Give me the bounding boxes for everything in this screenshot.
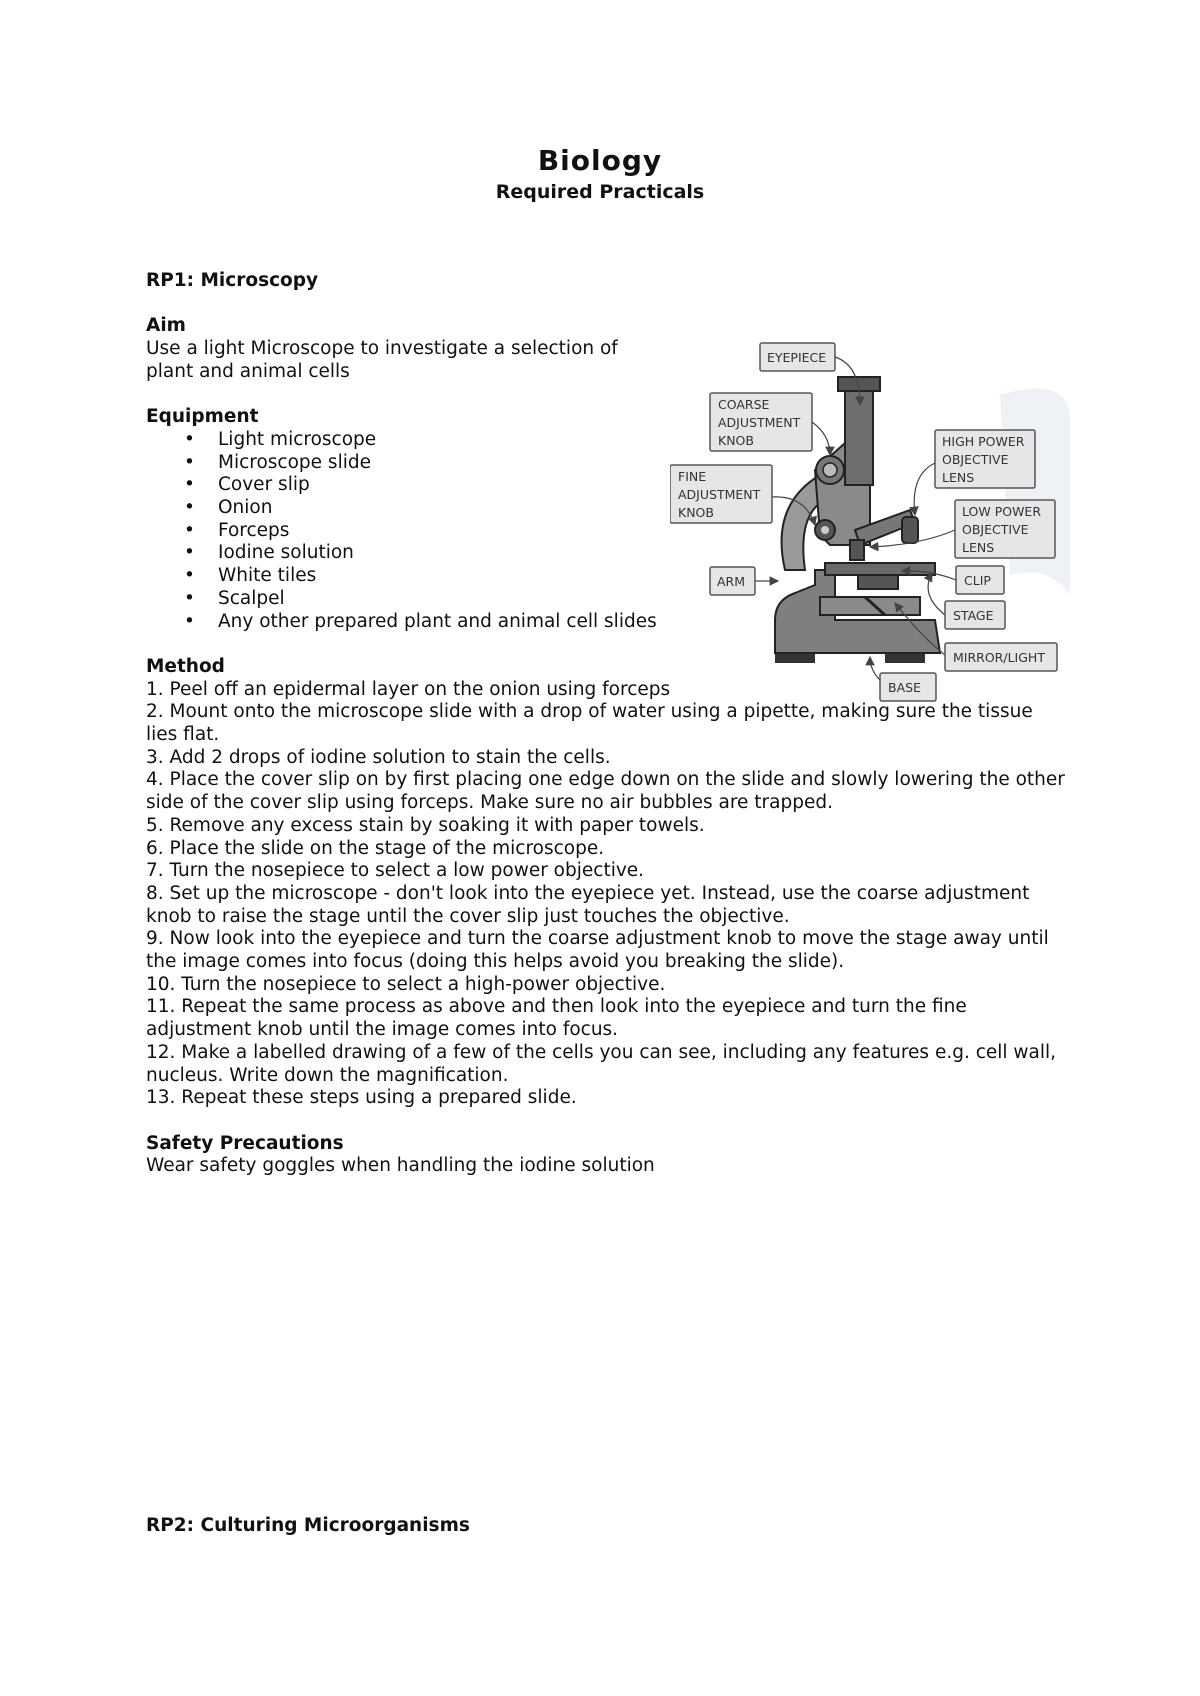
method-step: 8. Set up the microscope - don't look into the eyepiece yet. Instead, use the coarse adjustment knob to raise the stage until the cover slip just touches the objective. <box>146 882 1030 927</box>
safety-heading: Safety Precautions <box>146 1132 344 1154</box>
method-step: 13. Repeat these steps using a prepared slide. <box>146 1087 577 1109</box>
rp1-heading: RP1: Microscopy <box>146 270 319 291</box>
method-step: 1. Peel off an epidermal layer on the onion using forceps <box>146 678 671 700</box>
method-list <box>146 679 1066 1110</box>
svg-text:ADJUSTMENT: ADJUSTMENT <box>718 415 801 430</box>
method-heading: Method <box>146 655 225 677</box>
list-item: • Scalpel <box>218 588 1066 611</box>
svg-text:LENS: LENS <box>962 540 995 555</box>
aim-heading: Aim <box>146 315 186 337</box>
label-coarse-adjustment-knob <box>710 393 830 455</box>
svg-text:MIRROR/LIGHT: MIRROR/LIGHT <box>953 650 1045 665</box>
method-step: 4. Place the cover slip on by first placing one edge down on the slide and slowly lowering the other side of the cover slip using forceps. Make sure no air bubbles are trapped. <box>146 769 1065 814</box>
svg-text:EYEPIECE: EYEPIECE <box>767 350 827 365</box>
list-item: • Iodine solution <box>218 542 1066 565</box>
svg-text:KNOB: KNOB <box>718 433 754 448</box>
svg-text:OBJECTIVE: OBJECTIVE <box>942 452 1009 467</box>
method-step: 10. Turn the nosepiece to select a high-power objective. <box>146 973 666 995</box>
svg-text:LENS: LENS <box>942 470 975 485</box>
method-step: 5. Remove any excess stain by soaking it with paper towels. <box>146 814 705 836</box>
list-item: • Any other prepared plant and animal cell slides <box>218 611 1066 634</box>
svg-text:HIGH POWER: HIGH POWER <box>942 434 1025 449</box>
svg-text:OBJECTIVE: OBJECTIVE <box>962 522 1029 537</box>
method-step: 11. Repeat the same process as above and then look into the eyepiece and turn the fine adjustment knob until the image comes into focus. <box>146 996 967 1041</box>
method-step: 9. Now look into the eyepiece and turn the coarse adjustment knob to move the stage away until the image comes into focus (doing this helps avoid you breaking the slide). <box>146 928 1049 973</box>
list-item: • Light microscope <box>218 429 1066 452</box>
list-item: • Cover slip <box>218 474 1066 497</box>
title-block <box>0 144 1200 204</box>
svg-text:KNOB: KNOB <box>678 505 714 520</box>
label-base <box>870 657 936 701</box>
list-item: • Microscope slide <box>218 452 1066 475</box>
label-arm <box>710 567 778 595</box>
svg-text:STAGE: STAGE <box>953 608 994 623</box>
document-subtitle: Required Practicals <box>495 181 705 203</box>
list-item: • Onion <box>218 497 1066 520</box>
list-item: • White tiles <box>218 565 1066 588</box>
method-step: 3. Add 2 drops of iodine solution to stain the cells. <box>146 746 611 768</box>
list-item: • Forceps <box>218 520 1066 543</box>
background-shape <box>1000 388 1070 595</box>
svg-text:BASE: BASE <box>888 680 921 695</box>
svg-text:LOW POWER: LOW POWER <box>962 504 1042 519</box>
svg-text:CLIP: CLIP <box>964 573 991 588</box>
svg-text:ARM: ARM <box>717 574 746 589</box>
rp2-heading: RP2: Culturing Microorganisms <box>146 1515 470 1536</box>
aim-text: Use a light Microscope to investigate a selection of plant and animal cells <box>146 338 618 382</box>
svg-text:ADJUSTMENT: ADJUSTMENT <box>678 487 761 502</box>
svg-text:FINE: FINE <box>678 469 707 484</box>
safety-text: Wear safety goggles when handling the iodine solution <box>146 1155 655 1177</box>
svg-text:COARSE: COARSE <box>718 397 770 412</box>
method-step: 12. Make a labelled drawing of a few of the cells you can see, including any features e.g. cell wall, nucleus. Write down the magnification. <box>146 1041 1057 1086</box>
document-title: Biology <box>537 144 663 177</box>
method-step: 7. Turn the nosepiece to select a low power objective. <box>146 860 645 882</box>
method-step: 2. Mount onto the microscope slide with a drop of water using a pipette, making sure the tissue lies flat. <box>146 701 1033 746</box>
equipment-heading: Equipment <box>146 406 259 428</box>
microscope-diagram <box>670 335 1070 710</box>
method-step: 6. Place the slide on the stage of the microscope. <box>146 837 605 859</box>
